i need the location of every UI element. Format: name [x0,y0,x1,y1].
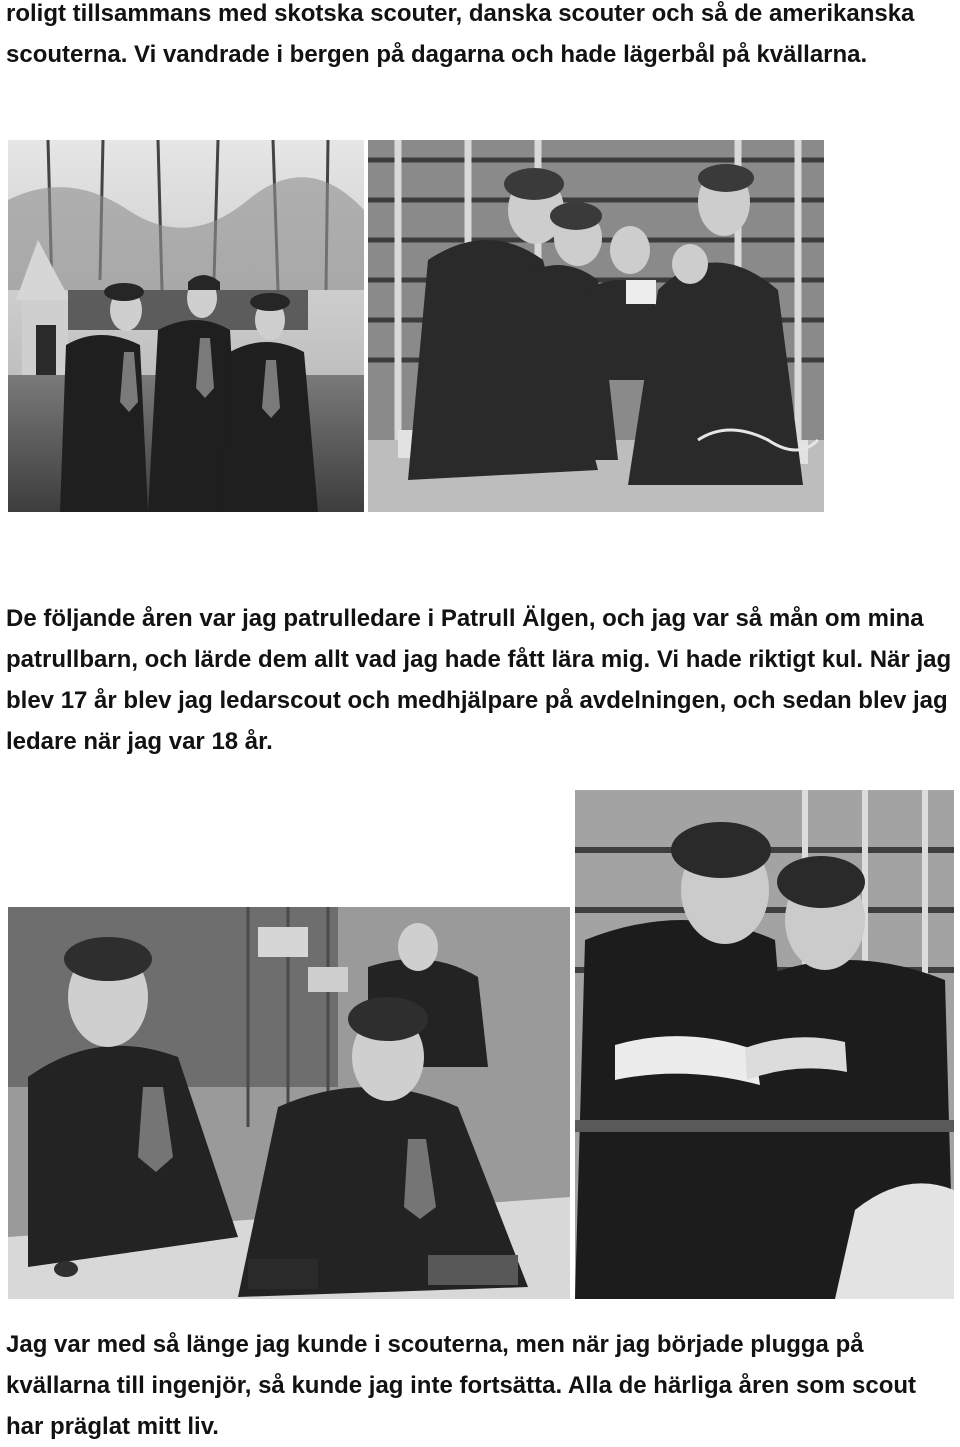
photo-scouts-sitting-indoors [368,140,824,512]
paragraph-3: Jag var med så länge jag kunde i scouterna, men när jag började plugga på kvällarna till ingenjör, så kunde jag inte fortsätta. Alla de härliga åren som scout har präglat mitt liv. [6,1331,917,1440]
photo-three-scouts-outdoors [8,140,364,512]
paragraph-2: De följande åren var jag patrulledare i Patrull Älgen, och jag var så mån om mina patrullbarn, och lärde dem allt vad jag hade fått lära mig. Vi hade riktigt kul. När jag blev 17 år blev jag ledarscout och medhjälpare på avdelningen, och sedan blev jag ledare när jag var 18 år. [6,605,952,755]
photo-two-scouts-reading [575,790,954,1299]
photo-scouts-writing-at-table [8,907,570,1299]
paragraph-1: roligt tillsammans med skotska scouter, danska scouter och så de amerikanska scouterna. Vi vandrade i bergen på dagarna och hade lägerbål på kvällarna. [6,0,915,68]
